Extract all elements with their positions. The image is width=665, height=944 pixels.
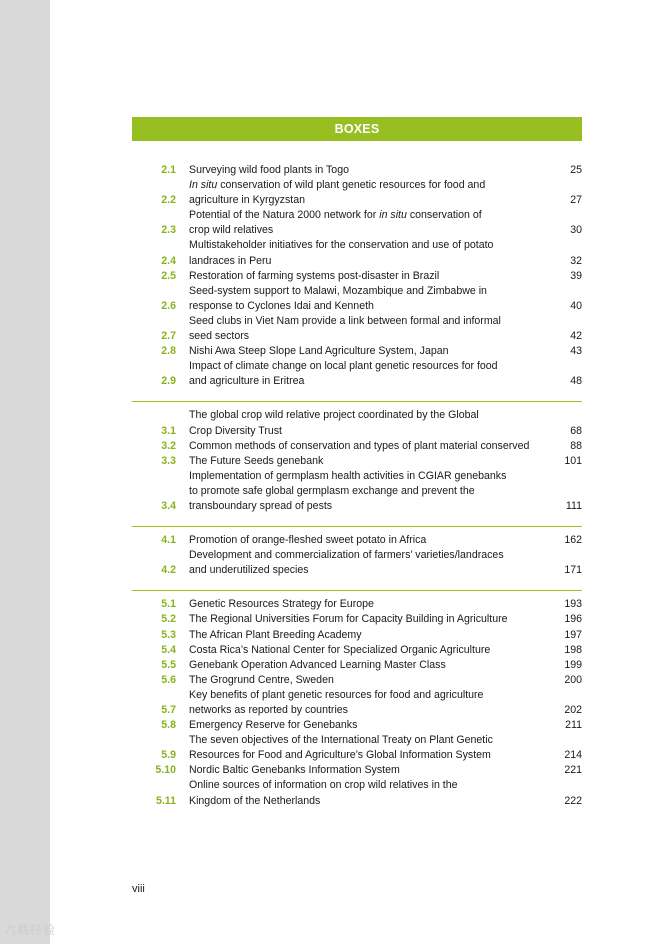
box-number: 2.1 xyxy=(161,164,176,176)
box-title: Key benefits of plant genetic resources for food and agriculture networks as reported by countries xyxy=(189,688,484,716)
box-title: The seven objectives of the International Treaty on Plant Genetic Resources for Food and Agriculture’s Global Information System xyxy=(189,734,493,762)
box-number: 4.2 xyxy=(161,564,176,577)
page-ref: 199 xyxy=(564,658,582,671)
box-number: 5.7 xyxy=(161,704,176,716)
box-title: Development and commercialization of farmers’ varieties/landraces and underutilized species xyxy=(189,549,504,577)
box-title: Implementation of germplasm health activities in CGIAR genebanks to promote safe global germplasm exchange and prevent the transboundary spread of pests xyxy=(189,469,507,512)
page-ref: 111 xyxy=(565,499,582,512)
box-title: Impact of climate change on local plant genetic resources for food and agriculture in Eritrea xyxy=(189,360,498,388)
box-title: Surveying wild food plants in Togo xyxy=(189,164,349,176)
page-ref: 88 xyxy=(570,439,582,452)
box-title: Nishi Awa Steep Slope Land Agriculture System, Japan xyxy=(189,345,449,358)
watermark-text: 六载经验 xyxy=(4,923,57,937)
box-number: 3.2 xyxy=(161,439,176,452)
page-ref: 193 xyxy=(564,598,582,611)
box-title: Seed clubs in Viet Nam provide a link between formal and informal seed sectors xyxy=(189,314,501,343)
box-number: 2.2 xyxy=(161,194,176,207)
box-number: 5.3 xyxy=(161,628,176,641)
box-entry[interactable] xyxy=(132,208,582,238)
box-number: 5.9 xyxy=(161,749,176,762)
page-ref: 221 xyxy=(564,764,582,777)
box-entry[interactable] xyxy=(132,454,582,469)
box-number: 5.8 xyxy=(161,719,176,732)
box-title: Seed-system support to Malawi, Mozambique and Zimbabwe in response to Cyclones Idai and Kenneth xyxy=(189,284,487,312)
box-number: 5.4 xyxy=(161,643,176,656)
page-ref: 162 xyxy=(564,534,582,547)
page-ref: 196 xyxy=(564,613,582,626)
page-number: viii xyxy=(132,883,145,895)
box-number: 3.4 xyxy=(161,499,176,512)
page-ref: 171 xyxy=(564,564,582,577)
box-number: 3.3 xyxy=(161,454,176,467)
box-number: 5.10 xyxy=(155,764,176,777)
page-ref: 197 xyxy=(564,628,582,641)
box-title: Genetic Resources Strategy for Europe xyxy=(189,598,374,611)
page-ref: 68 xyxy=(570,424,582,437)
box-number: 2.5 xyxy=(161,269,176,282)
box-number: 5.2 xyxy=(161,613,176,626)
box-number: 5.11 xyxy=(155,794,176,807)
page-ref: 101 xyxy=(564,454,582,467)
box-number: 2.7 xyxy=(161,330,176,343)
box-entry[interactable] xyxy=(132,733,582,763)
box-entry[interactable] xyxy=(132,238,582,268)
page-ref: 43 xyxy=(570,345,582,358)
chapter-group xyxy=(132,401,582,514)
box-title: Common methods of conservation and types of plant material conserved xyxy=(189,439,530,452)
page-ref: 32 xyxy=(570,254,582,267)
box-title: Emergency Reserve for Genebanks xyxy=(189,719,358,732)
box-title: Online sources of information on crop wild relatives in the Kingdom of the Netherlands xyxy=(189,779,458,807)
box-entry[interactable] xyxy=(132,269,582,284)
side-margin-strip xyxy=(0,0,50,944)
box-entry[interactable] xyxy=(132,314,582,344)
page-ref: 211 xyxy=(565,719,582,732)
box-number: 2.8 xyxy=(161,345,176,358)
page-ref: 222 xyxy=(564,794,582,807)
page-ref: 214 xyxy=(564,749,582,762)
box-title: The global crop wild relative project coordinated by the Global Crop Diversity Trust xyxy=(189,409,479,437)
box-entry[interactable] xyxy=(132,658,582,673)
chapter-group xyxy=(132,162,582,389)
page-ref: 40 xyxy=(570,299,582,312)
box-entry[interactable] xyxy=(132,469,582,514)
box-entry[interactable] xyxy=(132,718,582,733)
box-number: 3.1 xyxy=(161,424,176,437)
box-title: Restoration of farming systems post-disaster in Brazil xyxy=(189,269,440,282)
page-ref: 39 xyxy=(570,269,582,282)
box-title: The Regional Universities Forum for Capacity Building in Agriculture xyxy=(189,613,508,626)
box-title: In situ conservation of wild plant genetic resources for food and agriculture in Kyrgyzstan xyxy=(189,179,486,207)
box-title: The African Plant Breeding Academy xyxy=(189,628,362,641)
box-number: 5.6 xyxy=(161,673,176,686)
page-ref: 48 xyxy=(570,375,582,388)
page-ref: 200 xyxy=(564,673,582,686)
box-title: Genebank Operation Advanced Learning Master Class xyxy=(189,658,446,671)
box-number: 5.1 xyxy=(161,598,176,611)
box-entry[interactable] xyxy=(132,439,582,454)
page-ref: 25 xyxy=(570,164,582,176)
box-title: Multistakeholder initiatives for the conservation and use of potato landraces in Peru xyxy=(189,239,494,267)
page-ref: 30 xyxy=(570,224,582,237)
box-entry[interactable] xyxy=(132,612,582,627)
box-entry[interactable] xyxy=(132,284,582,314)
box-entry[interactable] xyxy=(132,408,582,438)
section-title: BOXES xyxy=(132,117,582,141)
box-entry[interactable] xyxy=(132,597,582,612)
box-number: 2.6 xyxy=(161,299,176,312)
box-entry[interactable] xyxy=(132,533,582,548)
box-title: The Grogrund Centre, Sweden xyxy=(189,673,334,686)
box-title: Potential of the Natura 2000 network for in situ conservation of crop wild relatives xyxy=(189,209,482,237)
box-title: Nordic Baltic Genebanks Information System xyxy=(189,764,400,777)
box-title: The Future Seeds genebank xyxy=(189,454,324,467)
box-entry[interactable] xyxy=(132,359,582,389)
box-entry[interactable] xyxy=(132,688,582,718)
page-ref: 42 xyxy=(570,330,582,343)
box-entry[interactable] xyxy=(132,778,582,808)
box-entry[interactable] xyxy=(132,548,582,578)
box-entry[interactable] xyxy=(132,178,582,208)
boxes-list xyxy=(132,162,582,809)
box-number: 2.4 xyxy=(161,254,176,267)
chapter-group xyxy=(132,526,582,578)
box-entry[interactable] xyxy=(132,163,582,178)
box-title: Costa Rica’s National Center for Specialized Organic Agriculture xyxy=(189,643,491,656)
box-entry[interactable] xyxy=(132,643,582,658)
page-ref: 198 xyxy=(564,643,582,656)
page-ref: 202 xyxy=(564,704,582,716)
box-number: 2.9 xyxy=(161,375,176,388)
box-entry[interactable] xyxy=(132,673,582,688)
box-entry[interactable] xyxy=(132,628,582,643)
page-ref: 27 xyxy=(570,194,582,207)
box-number: 4.1 xyxy=(161,534,176,547)
box-title: Promotion of orange-fleshed sweet potato in Africa xyxy=(189,534,427,547)
box-number: 2.3 xyxy=(161,224,176,237)
box-entry[interactable] xyxy=(132,344,582,359)
box-number: 5.5 xyxy=(161,658,176,671)
chapter-group xyxy=(132,590,582,808)
box-entry[interactable] xyxy=(132,763,582,778)
